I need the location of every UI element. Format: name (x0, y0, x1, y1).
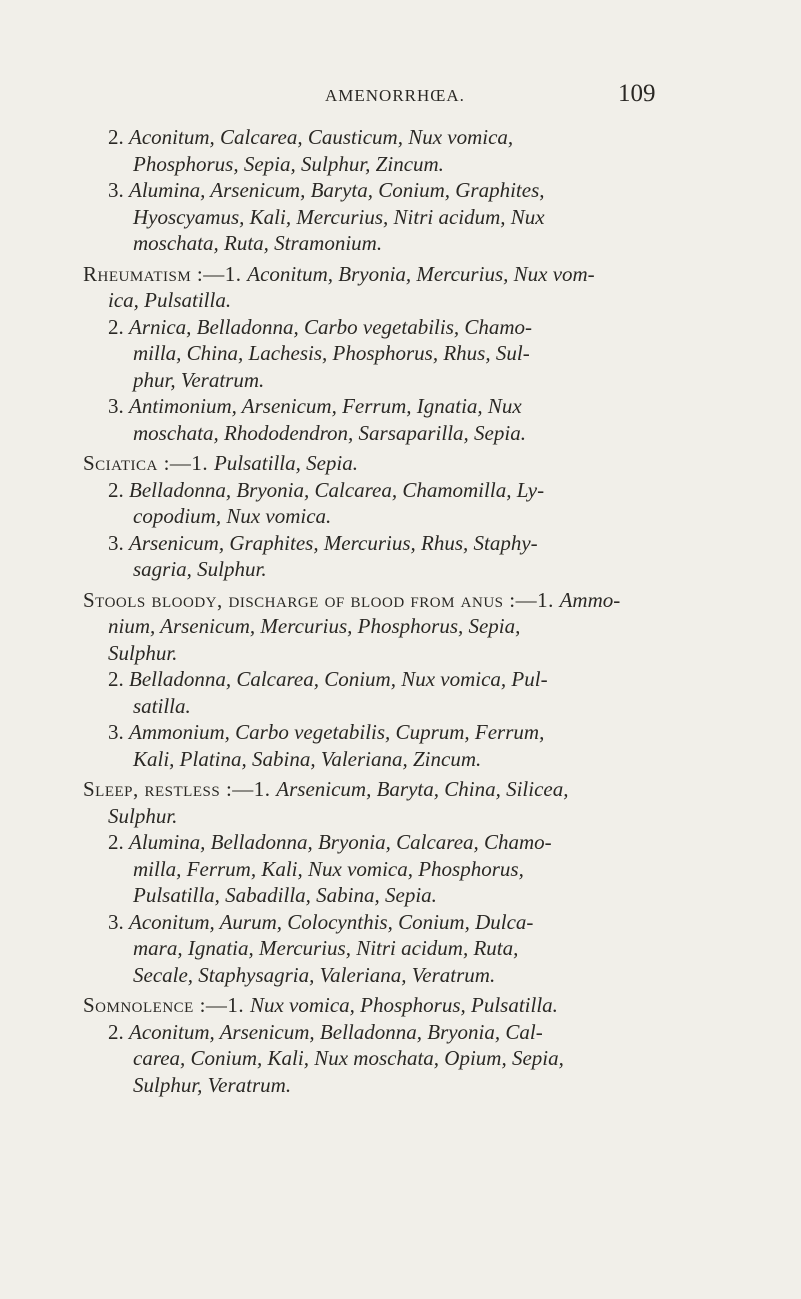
text-line: milla, Ferrum, Kali, Nux vomica, Phosphorus, (133, 856, 524, 881)
text-line: ica, Pulsatilla. (108, 288, 232, 312)
text-line: moschata, Rhododendron, Sarsaparilla, Sepia. (133, 420, 526, 445)
text-line: carea, Conium, Kali, Nux moschata, Opium, Sepia, (133, 1046, 564, 1070)
text-line: sagria, Sulphur. (133, 557, 267, 581)
text-line: Hyoscyamus, Kali, Mercurius, Nitri acidum, Nux (133, 204, 545, 229)
text-line: 3. Alumina, Arsenicum, Baryta, Conium, Graphites, (108, 178, 545, 202)
entry-heading-line: Stools bloody, discharge of blood from anus :—1. Ammo- (83, 587, 621, 612)
text-line: Pulsatilla, Sabadilla, Sabina, Sepia. (133, 883, 437, 907)
text-line: 2. Belladonna, Bryonia, Calcarea, Chamomilla, Ly- (108, 477, 545, 502)
entry-heading-line: Somnolence :—1. Nux vomica, Phosphorus, Pulsatilla. (83, 993, 558, 1017)
text-line: Secale, Staphysagria, Valeriana, Veratrum. (133, 962, 496, 987)
text-line: copodium, Nux vomica. (133, 504, 332, 528)
text-line: phur, Veratrum. (133, 367, 265, 392)
body-text (83, 124, 723, 1098)
text-line: Sulphur. (108, 803, 178, 828)
text-line: 3. Antimonium, Arsenicum, Ferrum, Ignatia, Nux (108, 394, 522, 418)
text-line: Sulphur, Veratrum. (133, 1072, 292, 1097)
text-line: Phosphorus, Sepia, Sulphur, Zincum. (133, 151, 444, 176)
text-line: 3. Arsenicum, Graphites, Mercurius, Rhus, Staphy- (108, 530, 538, 555)
entry-heading-line: Sleep, restless :—1. Arsenicum, Baryta, China, Silicea, (83, 777, 569, 801)
text-line: nium, Arsenicum, Mercurius, Phosphorus, Sepia, (108, 614, 521, 638)
text-line: 3. Ammonium, Carbo vegetabilis, Cuprum, Ferrum, (108, 720, 545, 744)
text-line: milla, China, Lachesis, Phosphorus, Rhus, Sul- (133, 341, 530, 365)
text-line: moschata, Ruta, Stramonium. (133, 231, 383, 255)
entry-heading-line: Sciatica :—1. Pulsatilla, Sepia. (83, 451, 359, 475)
page-number: 109 (618, 80, 656, 107)
text-line: 2. Arnica, Belladonna, Carbo vegetabilis, Chamo- (108, 314, 533, 339)
text-line: 2. Aconitum, Calcarea, Causticum, Nux vomica, (108, 125, 514, 149)
text-line: mara, Ignatia, Mercurius, Nitri acidum, Ruta, (133, 936, 519, 960)
text-line: satilla. (133, 693, 191, 718)
text-line: 2. Belladonna, Calcarea, Conium, Nux vomica, Pul- (108, 667, 548, 691)
page-header (0, 80, 801, 110)
text-line: 3. Aconitum, Aurum, Colocynthis, Conium, Dulca- (108, 909, 534, 934)
text-line: Sulphur. (108, 640, 178, 665)
text-line: 2. Aconitum, Arsenicum, Belladonna, Bryonia, Cal- (108, 1019, 543, 1044)
entry-heading-line: Rheumatism :—1. Aconitum, Bryonia, Mercurius, Nux vom- (83, 261, 595, 286)
text-line: Kali, Platina, Sabina, Valeriana, Zincum. (133, 746, 482, 771)
text-line: 2. Alumina, Belladonna, Bryonia, Calcarea, Chamo- (108, 830, 552, 854)
running-head: AMENORRHŒA. (325, 86, 465, 105)
